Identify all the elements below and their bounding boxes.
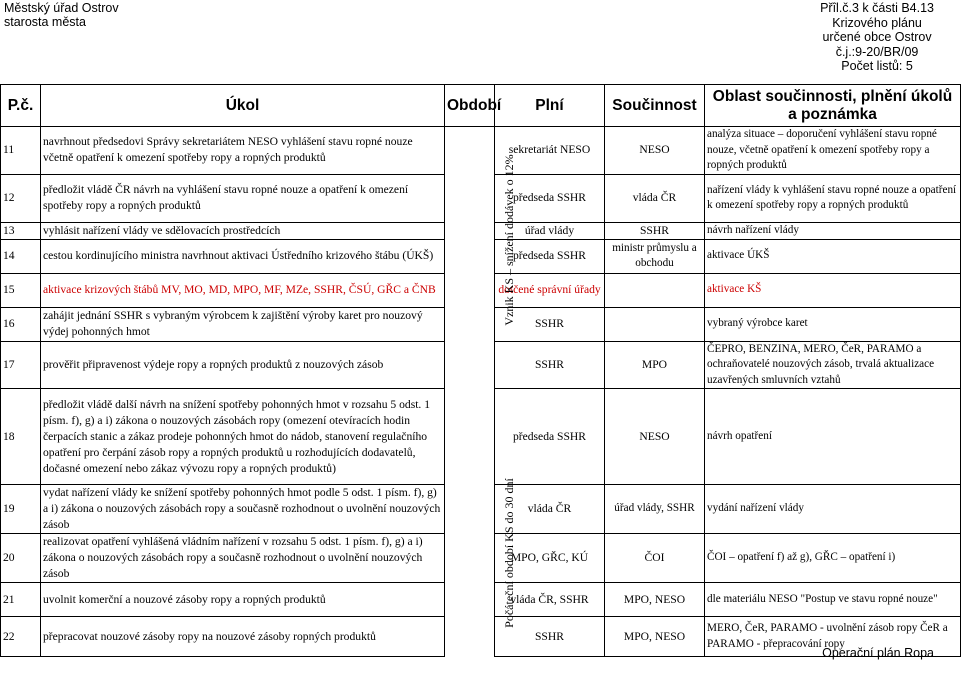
period-label-initial: Počáteční období KS do 30 dní — [502, 478, 516, 628]
annex-ref: Přîl.č.3 k části B4.13 — [820, 1, 934, 15]
row-area: vybraný výrobce karet — [705, 307, 961, 341]
row-area: nařízení vlády k vyhlášení stavu ropné nouze a opatření k omezení spotřeby ropy a ropných produktů — [705, 174, 961, 222]
row-cooperation: NESO — [605, 389, 705, 485]
row-executes: SSHR — [495, 307, 605, 341]
row-task: navrhnout předsedovi Správy sekretariátem NESO vyhlášení stavu ropné nouze včetně opatření k omezení spotřeby ropy a ropných produktů — [41, 127, 445, 175]
row-number: 16 — [1, 307, 41, 341]
row-number: 21 — [1, 583, 41, 617]
row-area: vydání nařízení vlády — [705, 485, 961, 534]
row-task: cestou kordinujícího ministra navrhnout aktivaci Ústředního krizového štábu (ÚKŠ) — [41, 239, 445, 273]
plan-name: Krizového plánu — [832, 15, 922, 30]
row-cooperation — [605, 273, 705, 307]
row-cooperation: ČOI — [605, 534, 705, 583]
row-area: návrh nařízení vlády — [705, 222, 961, 239]
col-header-executes: Plní — [495, 85, 605, 127]
period-label-onset: Vznik KS – snížení dodávek o 12% — [502, 154, 516, 326]
row-task: uvolnit komerční a nouzové zásoby ropy a ropných produktů — [41, 583, 445, 617]
row-task: aktivace krizových štábů MV, MO, MD, MPO, MF, MZe, SSHR, ČSÚ, GŘC a ČNB — [41, 273, 445, 307]
row-executes: vláda ČR — [495, 485, 605, 534]
row-number: 13 — [1, 222, 41, 239]
col-header-cooperation: Součinnost — [605, 85, 705, 127]
row-executes: vláda ČR, SSHR — [495, 583, 605, 617]
table-header-row — [1, 85, 961, 127]
issuer-office: Městský úřad Ostrov — [4, 1, 119, 15]
period-cell-onset — [445, 127, 495, 389]
col-header-number: P.č. — [1, 85, 41, 127]
row-number: 22 — [1, 617, 41, 657]
row-task: zahájit jednání SSHR s vybraným výrobcem k zajištění výroby karet pro nouzový výdej pohonných hmot — [41, 307, 445, 341]
reference-number: č.j.:9-20/BR/09 — [835, 44, 919, 59]
municipality: určené obce Ostrov — [822, 30, 932, 44]
row-area: aktivace KŠ — [705, 273, 961, 307]
row-number: 17 — [1, 341, 41, 389]
row-executes: předseda SSHR — [495, 389, 605, 485]
document-reference — [820, 1, 934, 74]
row-executes: předseda SSHR — [495, 174, 605, 222]
table-row — [1, 127, 961, 175]
page-count: Počet listů: 5 — [841, 59, 913, 73]
row-task: realizovat opatření vyhlášená vládním nařízení v rozsahu 5 odst. 1 písm. f), g) a i) zákona o nouzových zásobách ropy a současně rozhodnout o uvolnění nouzových zásob — [41, 534, 445, 583]
row-task: předložit vládě ČR návrh na vyhlášení stavu ropné nouze a opatření k omezení spotřeby ropy a ropných produktů — [41, 174, 445, 222]
row-executes: úřad vlády — [495, 222, 605, 239]
row-executes: MPO, GŘC, KÚ — [495, 534, 605, 583]
row-cooperation: MPO, NESO — [605, 617, 705, 657]
row-executes: dotčené správní úřady — [495, 273, 605, 307]
row-cooperation: ministr průmyslu a obchodu — [605, 239, 705, 273]
row-number: 19 — [1, 485, 41, 534]
col-header-period: Období — [445, 85, 495, 127]
row-number: 15 — [1, 273, 41, 307]
footer-title: Operační plán Ropa — [822, 646, 934, 660]
row-executes: sekretariát NESO — [495, 127, 605, 175]
row-area: ČEPRO, BENZINA, MERO, ČeR, PARAMO a ochraňovatelé nouzových zásob, trvalá aktualizace uzavřených smluvních vztahů — [705, 341, 961, 389]
row-task: prověřit připravenost výdeje ropy a ropných produktů z nouzových zásob — [41, 341, 445, 389]
task-table — [0, 84, 961, 657]
row-task: předložit vládě další návrh na snížení spotřeby pohonných hmot v rozsahu 5 odst. 1 písm. f), g) a i) zákona o nouzových zásobách ropy (omezení otevíracích hodin čerpacích stanic a zákaz prodeje pohonných hmot do nádob, stanovení regulačního opatření pro čerpání zásob ropy a ropných produktů u rozhodujících dodavatelů, dočasné omezení nebo zákaz vývozu ropy a ropných produktů) — [41, 389, 445, 485]
row-task: vydat nařízení vlády ke snížení spotřeby pohonných hmot podle 5 odst. 1 písm. f), g) a i) zákona o nouzových zásobách ropy a současně rozhodnout o uvolnění nouzových zásob — [41, 485, 445, 534]
row-number: 20 — [1, 534, 41, 583]
row-cooperation: úřad vlády, SSHR — [605, 485, 705, 534]
row-area: aktivace ÚKŠ — [705, 239, 961, 273]
row-area: dle materiálu NESO "Postup ve stavu ropné nouze" — [705, 583, 961, 617]
row-number: 18 — [1, 389, 41, 485]
col-header-task: Úkol — [41, 85, 445, 127]
row-number: 14 — [1, 239, 41, 273]
row-cooperation: MPO, NESO — [605, 583, 705, 617]
row-executes: předseda SSHR — [495, 239, 605, 273]
row-number: 12 — [1, 174, 41, 222]
row-area: analýza situace – doporučení vyhlášení stavu ropné nouze, včetně opatření k omezení spotřeby ropy a ropných produktů — [705, 127, 961, 175]
period-cell-initial — [445, 389, 495, 657]
row-cooperation: SSHR — [605, 222, 705, 239]
row-area: návrh opatření — [705, 389, 961, 485]
table-row — [1, 389, 961, 485]
row-area: MERO, ČeR, PARAMO - uvolnění zásob ropy ČeR a PARAMO - přepracování ropy — [705, 617, 961, 657]
col-header-area: Oblast součinnosti, plnění úkolů a poznámka — [705, 85, 961, 127]
row-task: přepracovat nouzové zásoby ropy na nouzové zásoby ropných produktů — [41, 617, 445, 657]
issuer-block — [4, 1, 119, 29]
row-task: vyhlásit nařízení vlády ve sdělovacích prostředcích — [41, 222, 445, 239]
row-executes: SSHR — [495, 617, 605, 657]
row-area: ČOI – opatření f) až g), GŘC – opatření i) — [705, 534, 961, 583]
row-cooperation — [605, 307, 705, 341]
row-cooperation: vláda ČR — [605, 174, 705, 222]
row-executes: SSHR — [495, 341, 605, 389]
issuer-role: starosta města — [4, 15, 86, 29]
row-cooperation: MPO — [605, 341, 705, 389]
row-number: 11 — [1, 127, 41, 175]
row-cooperation: NESO — [605, 127, 705, 175]
